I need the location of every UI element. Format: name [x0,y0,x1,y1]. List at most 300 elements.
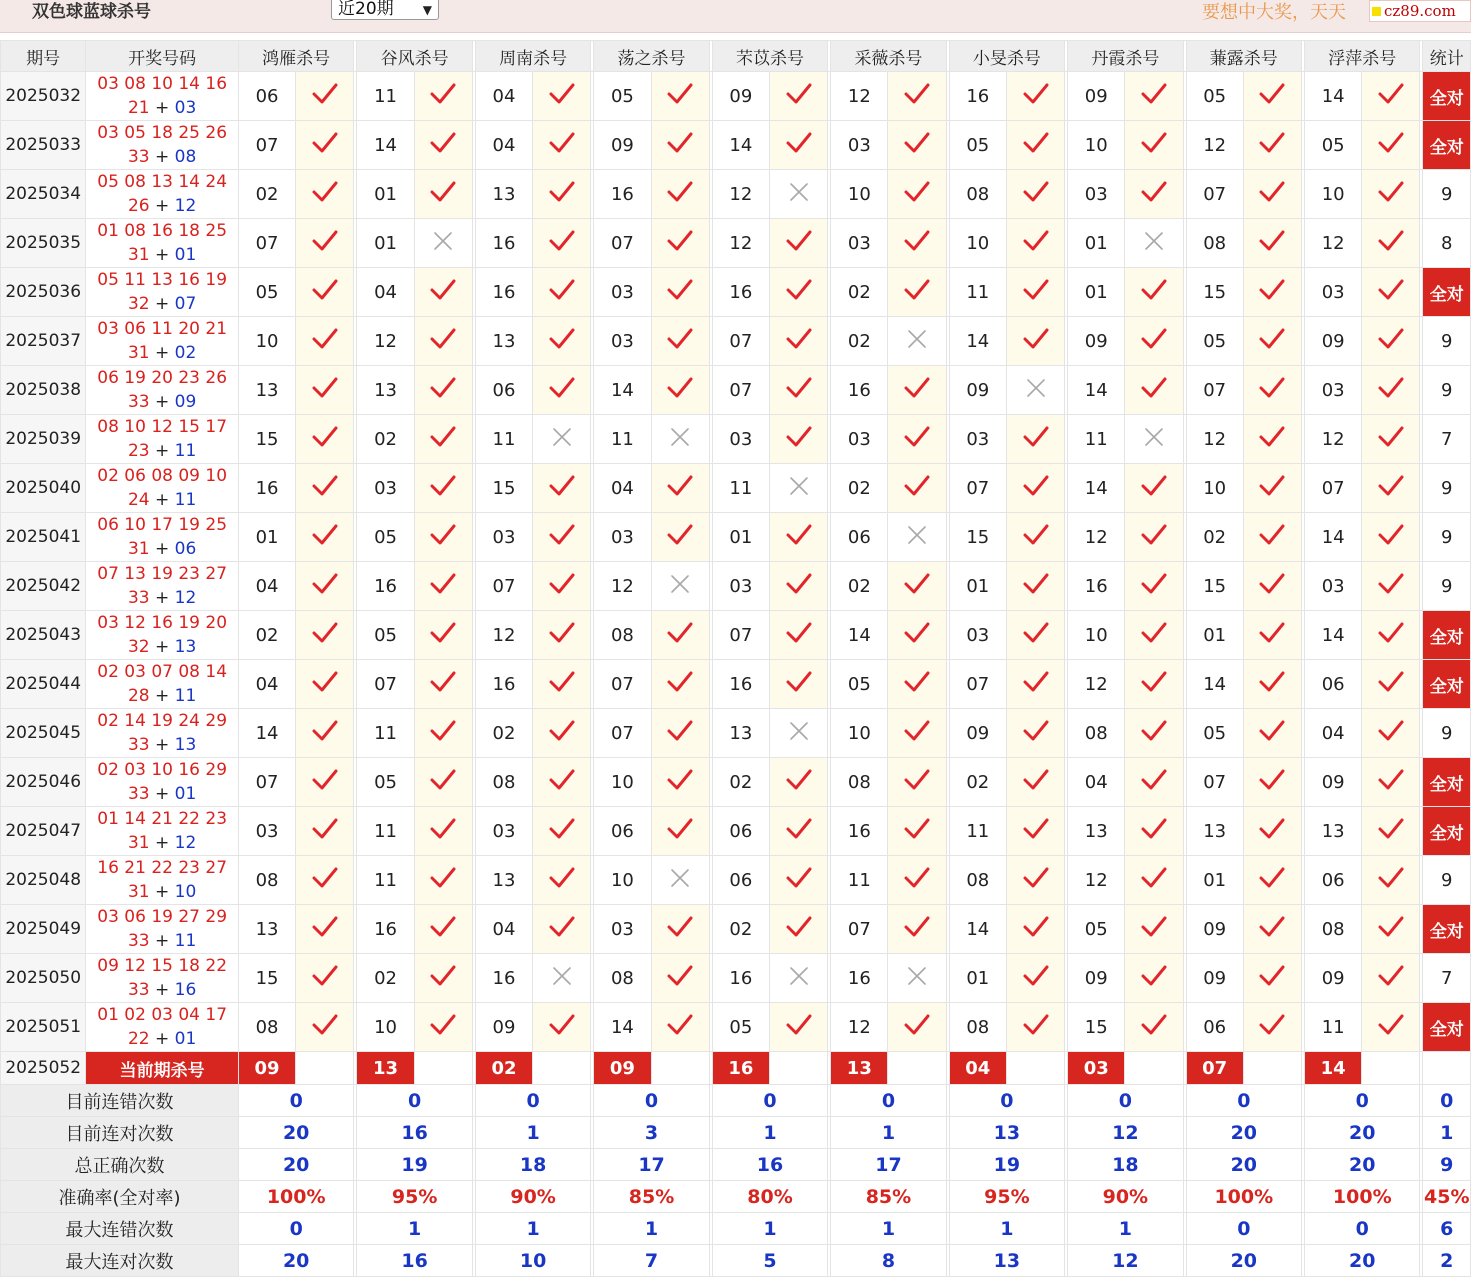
kill-number-cell: 03 [949,415,1006,464]
chevron-down-icon: ▼ [422,3,432,17]
result-wrong-cell [1006,366,1064,415]
result-correct-cell [1125,611,1183,660]
result-correct-cell [769,807,827,856]
result-correct-cell [533,856,591,905]
plus-sign: + [149,343,175,363]
kill-number-cell: 01 [1068,268,1125,317]
check-icon [904,866,930,890]
result-correct-cell [651,170,709,219]
draw-red-balls: 01 14 21 22 23 [97,809,228,829]
kill-number-cell: 08 [594,954,651,1003]
period-cell: 2025047 [1,807,86,856]
kill-number-cell: 04 [1068,758,1125,807]
check-icon [1378,82,1404,106]
check-icon [1259,278,1285,302]
result-correct-cell [414,72,472,121]
result-correct-cell [1362,856,1420,905]
check-icon [786,621,812,645]
draw-numbers-cell [86,1003,239,1052]
check-icon [904,82,930,106]
kill-number-cell: 10 [1068,611,1125,660]
check-icon [667,229,693,253]
correct-count-cell: 9 [1423,317,1471,366]
check-icon [1259,670,1285,694]
result-correct-cell [1125,268,1183,317]
result-correct-cell [1243,415,1301,464]
kill-number-cell: 05 [1305,121,1362,170]
result-correct-cell [651,905,709,954]
kill-number-cell: 05 [357,611,414,660]
result-correct-cell [1243,219,1301,268]
check-icon [667,523,693,547]
draw-red-ball: 23 [127,441,150,461]
check-icon [667,278,693,302]
result-correct-cell [1243,954,1301,1003]
kill-number-cell: 05 [1186,72,1243,121]
check-icon [667,376,693,400]
result-correct-cell [414,954,472,1003]
summary-value: 0 [238,1213,353,1245]
result-correct-cell [1006,513,1064,562]
empty-cell [651,1052,709,1085]
result-correct-cell [1006,72,1064,121]
check-icon [904,229,930,253]
column-header-period: 期号 [1,41,86,72]
correct-count-cell: 9 [1423,709,1471,758]
check-icon [1259,719,1285,743]
result-correct-cell [769,72,827,121]
draw-numbers-cell [86,807,239,856]
kill-number-cell: 13 [712,709,769,758]
cross-icon [552,427,572,447]
result-correct-cell [888,121,946,170]
draw-blue-ball: 16 [174,980,197,1000]
table-row [1,170,1471,219]
kill-number-cell: 14 [1305,72,1362,121]
result-correct-cell [1243,317,1301,366]
kill-number-cell: 04 [594,464,651,513]
check-icon [1378,817,1404,841]
draw-red-ball: 31 [127,882,150,902]
check-icon [1378,866,1404,890]
kill-number-cell: 03 [831,415,888,464]
plus-sign: + [149,245,175,265]
check-icon [1378,719,1404,743]
kill-number-cell: 14 [1305,513,1362,562]
summary-label: 目前连错次数 [1,1085,239,1117]
draw-blue-ball: 11 [174,931,197,951]
table-row [1,856,1471,905]
summary-label: 目前连对次数 [1,1117,239,1149]
summary-stat-value: 9 [1423,1149,1471,1181]
kill-number-cell: 16 [357,562,414,611]
kill-number-cell: 16 [831,954,888,1003]
check-icon [549,82,575,106]
result-correct-cell [296,709,354,758]
check-icon [1378,474,1404,498]
draw-red-ball: 28 [127,686,150,706]
summary-label: 总正确次数 [1,1149,239,1181]
draw-numbers-cell [86,72,239,121]
result-correct-cell [414,562,472,611]
current-period-cell: 2025052 [1,1052,86,1085]
plus-sign: + [149,784,175,804]
current-kill-number: 02 [475,1052,532,1085]
check-icon [904,425,930,449]
check-icon [549,523,575,547]
current-kill-number: 09 [238,1052,295,1085]
result-correct-cell [296,170,354,219]
kill-number-cell: 05 [594,72,651,121]
check-icon [786,572,812,596]
kill-number-cell: 13 [1186,807,1243,856]
check-icon [1141,670,1167,694]
draw-red-balls: 01 02 03 04 17 [97,1005,228,1025]
draw-red-ball: 31 [127,245,150,265]
check-icon [904,131,930,155]
kill-number-cell: 06 [1186,1003,1243,1052]
draw-blue-ball: 11 [174,441,197,461]
check-icon [904,768,930,792]
period-cell: 2025040 [1,464,86,513]
draw-blue-ball: 07 [174,294,197,314]
result-correct-cell [769,562,827,611]
result-correct-cell [1006,954,1064,1003]
check-icon [786,229,812,253]
correct-count-cell: 9 [1423,170,1471,219]
draw-line-2 [86,929,238,953]
check-icon [1141,817,1167,841]
result-correct-cell [296,72,354,121]
table-row [1,464,1471,513]
result-correct-cell [651,513,709,562]
cross-icon [670,574,690,594]
all-correct-badge: 全对 [1423,268,1471,317]
kill-number-cell: 07 [1305,464,1362,513]
check-icon [1259,327,1285,351]
kill-number-cell: 14 [594,1003,651,1052]
check-icon [430,572,456,596]
kill-number-cell: 07 [594,660,651,709]
kill-number-cell: 02 [831,562,888,611]
result-correct-cell [533,562,591,611]
period-cell: 2025042 [1,562,86,611]
check-icon [667,1013,693,1037]
result-correct-cell [651,72,709,121]
kill-number-cell: 03 [1305,562,1362,611]
summary-value: 1 [949,1213,1064,1245]
cross-icon [552,966,572,986]
kill-number-cell: 15 [238,415,295,464]
kill-number-cell: 06 [712,807,769,856]
result-correct-cell [888,464,946,513]
result-correct-cell [1243,905,1301,954]
check-icon [549,229,575,253]
summary-value: 1 [357,1213,472,1245]
site-logo[interactable] [1369,0,1471,22]
result-correct-cell [296,366,354,415]
draw-red-balls: 08 10 12 15 17 [97,417,228,437]
draw-red-balls: 07 13 19 23 27 [97,564,228,584]
summary-value: 19 [949,1149,1064,1181]
kill-number-table [0,40,1471,1277]
kill-number-cell: 16 [712,268,769,317]
table-row [1,268,1471,317]
logo-text: cz89.com [1384,2,1456,20]
summary-value: 0 [1186,1085,1301,1117]
kill-number-cell: 14 [949,317,1006,366]
kill-number-cell: 05 [1068,905,1125,954]
check-icon [312,817,338,841]
result-correct-cell [1362,415,1420,464]
check-icon [1141,1013,1167,1037]
result-correct-cell [1243,562,1301,611]
draw-red-balls: 03 08 10 14 16 [97,74,228,94]
check-icon [549,817,575,841]
result-wrong-cell [888,317,946,366]
result-correct-cell [296,464,354,513]
check-icon [549,621,575,645]
result-correct-cell [1362,219,1420,268]
all-correct-badge: 全对 [1423,758,1471,807]
check-icon [1259,768,1285,792]
check-icon [1259,915,1285,939]
plus-sign: + [149,735,175,755]
summary-value: 0 [712,1085,827,1117]
kill-number-cell: 05 [1186,317,1243,366]
draw-red-ball: 33 [127,735,150,755]
kill-number-cell: 07 [238,121,295,170]
kill-number-cell: 03 [949,611,1006,660]
check-icon [667,180,693,204]
draw-blue-ball: 12 [174,833,197,853]
current-kill-number: 07 [1186,1052,1243,1085]
summary-value: 13 [949,1245,1064,1277]
summary-row [1,1085,1471,1117]
check-icon [1023,425,1049,449]
kill-number-cell: 14 [949,905,1006,954]
kill-number-cell: 06 [475,366,532,415]
kill-number-cell: 06 [238,72,295,121]
result-correct-cell [1243,807,1301,856]
result-correct-cell [1125,121,1183,170]
kill-number-cell: 01 [712,513,769,562]
plus-sign: + [149,588,175,608]
check-icon [1378,964,1404,988]
plus-sign: + [149,686,175,706]
result-correct-cell [769,758,827,807]
summary-value: 0 [1068,1085,1183,1117]
result-wrong-cell [533,415,591,464]
result-wrong-cell [888,954,946,1003]
check-icon [312,327,338,351]
summary-row [1,1213,1471,1245]
kill-number-cell: 12 [357,317,414,366]
period-cell: 2025033 [1,121,86,170]
result-correct-cell [1362,513,1420,562]
summary-value: 85% [594,1181,709,1213]
check-icon [1378,915,1404,939]
result-correct-cell [414,856,472,905]
kill-number-cell: 09 [594,121,651,170]
result-correct-cell [651,611,709,660]
result-correct-cell [769,611,827,660]
result-correct-cell [888,72,946,121]
kill-number-cell: 02 [712,758,769,807]
kill-number-cell: 08 [1186,219,1243,268]
check-icon [904,670,930,694]
check-icon [667,915,693,939]
result-correct-cell [533,268,591,317]
result-correct-cell [296,219,354,268]
summary-value: 10 [475,1245,590,1277]
result-correct-cell [1006,317,1064,366]
result-correct-cell [769,905,827,954]
kill-number-cell: 14 [1305,611,1362,660]
summary-value: 20 [1305,1245,1420,1277]
check-icon [1259,82,1285,106]
result-correct-cell [1006,170,1064,219]
check-icon [549,474,575,498]
result-correct-cell [651,954,709,1003]
check-icon [312,425,338,449]
kill-number-cell: 13 [475,170,532,219]
check-icon [1378,523,1404,547]
summary-value: 20 [1305,1117,1420,1149]
kill-number-cell: 16 [712,954,769,1003]
result-correct-cell [533,905,591,954]
check-icon [1378,768,1404,792]
draw-numbers-cell [86,219,239,268]
check-icon [1259,425,1285,449]
check-icon [667,768,693,792]
result-correct-cell [888,1003,946,1052]
table-row [1,415,1471,464]
kill-number-cell: 03 [357,464,414,513]
kill-number-cell: 08 [238,856,295,905]
kill-number-cell: 06 [1305,856,1362,905]
draw-line-2 [86,635,238,659]
kill-number-cell: 12 [712,170,769,219]
result-correct-cell [1006,219,1064,268]
cross-icon [670,427,690,447]
draw-numbers-cell [86,758,239,807]
draw-line-2 [86,439,238,463]
result-correct-cell [1362,562,1420,611]
period-select[interactable] [331,0,439,20]
period-cell: 2025050 [1,954,86,1003]
summary-stat-value: 2 [1423,1245,1471,1277]
check-icon [904,376,930,400]
summary-value: 0 [831,1085,946,1117]
kill-number-cell: 14 [357,121,414,170]
check-icon [312,1013,338,1037]
result-correct-cell [296,317,354,366]
empty-cell [1006,1052,1064,1085]
draw-red-ball: 21 [127,98,150,118]
draw-blue-ball: 12 [174,588,197,608]
kill-number-cell: 09 [1068,954,1125,1003]
column-header-expert: 荡之杀号 [594,41,709,72]
draw-blue-ball: 10 [174,882,197,902]
draw-numbers-cell [86,464,239,513]
result-correct-cell [296,611,354,660]
current-kill-number: 04 [949,1052,1006,1085]
result-correct-cell [888,268,946,317]
correct-count-cell: 9 [1423,464,1471,513]
kill-number-cell: 14 [1068,366,1125,415]
plus-sign: + [149,539,175,559]
plus-sign: + [149,931,175,951]
check-icon [1141,376,1167,400]
kill-number-cell: 06 [831,513,888,562]
kill-number-cell: 11 [712,464,769,513]
result-wrong-cell [888,513,946,562]
result-correct-cell [888,807,946,856]
kill-number-cell: 11 [475,415,532,464]
kill-number-cell: 06 [1305,660,1362,709]
check-icon [549,131,575,155]
check-icon [1023,523,1049,547]
check-icon [1023,817,1049,841]
check-icon [1023,278,1049,302]
draw-line-2 [86,488,238,512]
result-correct-cell [414,758,472,807]
check-icon [430,523,456,547]
result-correct-cell [1243,660,1301,709]
kill-number-cell: 12 [1068,660,1125,709]
result-correct-cell [533,464,591,513]
check-icon [786,1013,812,1037]
check-icon [1023,131,1049,155]
all-correct-badge: 全对 [1423,121,1471,170]
check-icon [430,719,456,743]
result-correct-cell [1243,72,1301,121]
draw-line-2 [86,341,238,365]
result-correct-cell [1243,121,1301,170]
summary-value: 0 [475,1085,590,1117]
result-correct-cell [888,170,946,219]
empty-cell [1362,1052,1420,1085]
draw-numbers-cell [86,660,239,709]
result-correct-cell [1362,170,1420,219]
kill-number-cell: 10 [1186,464,1243,513]
summary-stat-value: 6 [1423,1213,1471,1245]
result-correct-cell [1243,709,1301,758]
kill-number-cell: 03 [712,415,769,464]
draw-line-2 [86,733,238,757]
correct-count-cell: 7 [1423,954,1471,1003]
kill-number-cell: 01 [357,170,414,219]
kill-number-cell: 04 [238,562,295,611]
result-correct-cell [296,905,354,954]
check-icon [1378,180,1404,204]
result-correct-cell [769,219,827,268]
cross-icon [789,721,809,741]
kill-number-cell: 09 [712,72,769,121]
check-icon [312,719,338,743]
check-icon [786,131,812,155]
check-icon [1023,621,1049,645]
draw-red-ball: 24 [127,490,150,510]
plus-sign: + [149,882,175,902]
check-icon [430,82,456,106]
result-correct-cell [533,170,591,219]
empty-cell [769,1052,827,1085]
period-cell: 2025045 [1,709,86,758]
check-icon [549,572,575,596]
correct-count-cell: 9 [1423,562,1471,611]
